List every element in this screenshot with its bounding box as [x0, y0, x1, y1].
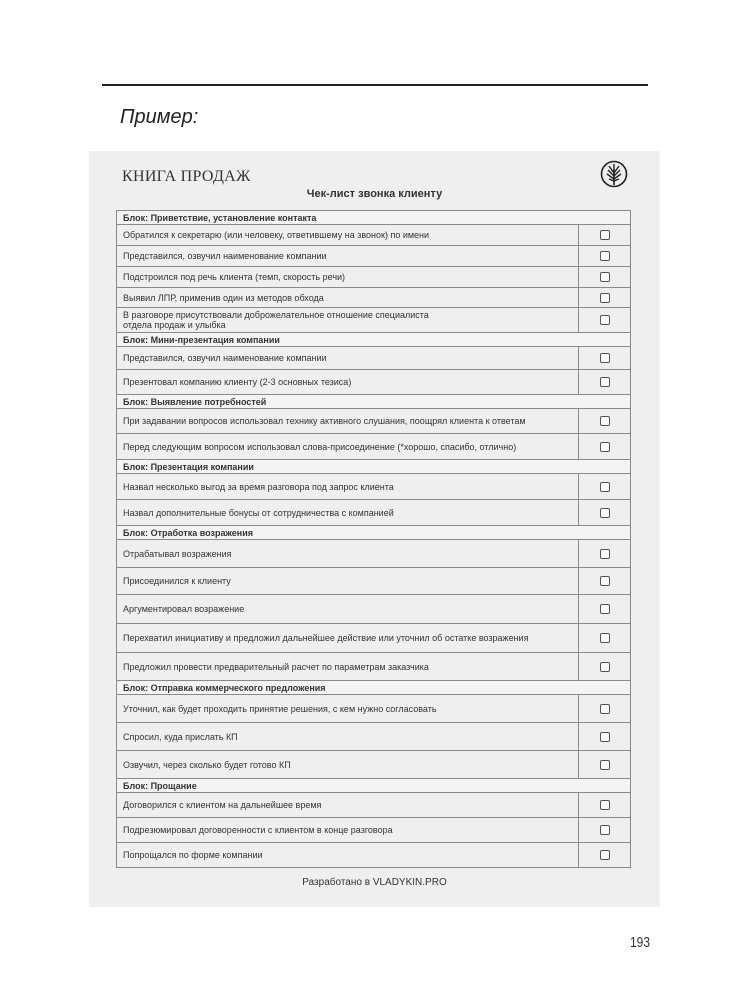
block-header-row: [117, 211, 631, 225]
checkbox-cell: [579, 409, 631, 434]
item-checkbox[interactable]: [600, 315, 610, 325]
item-checkbox[interactable]: [600, 230, 610, 240]
brand-title: КНИГА ПРОДАЖ: [122, 168, 251, 185]
checkbox-cell: [579, 225, 631, 246]
item-checkbox[interactable]: [600, 482, 610, 492]
item-checkbox[interactable]: [600, 604, 610, 614]
checklist-item-row: [117, 434, 631, 460]
item-checkbox[interactable]: [600, 353, 610, 363]
item-checkbox[interactable]: [600, 549, 610, 559]
checklist-item-text: Аргументировал возражение: [117, 595, 579, 624]
checkbox-cell: [579, 246, 631, 267]
checkbox-cell: [579, 723, 631, 751]
checklist-item-text: Попрощался по форме компании: [117, 843, 579, 868]
checklist-item-row: [117, 723, 631, 751]
checklist-item-row: [117, 409, 631, 434]
block-header-row: [117, 779, 631, 793]
checkbox-cell: [579, 695, 631, 723]
checklist-item-text: Отрабатывал возражения: [117, 540, 579, 568]
checklist-sheet: [89, 151, 660, 907]
checklist-item-row: [117, 474, 631, 500]
item-checkbox[interactable]: [600, 416, 610, 426]
item-checkbox[interactable]: [600, 800, 610, 810]
item-checkbox[interactable]: [600, 732, 610, 742]
checklist-item-text: Назвал дополнительные бонусы от сотрудничества с компанией: [117, 500, 579, 526]
checklist-item-text: Присоединился к клиенту: [117, 568, 579, 595]
checkbox-cell: [579, 500, 631, 526]
checklist-item-text: Подрезюмировал договоренности с клиентом в конце разговора: [117, 818, 579, 843]
item-checkbox[interactable]: [600, 850, 610, 860]
checkbox-cell: [579, 474, 631, 500]
checkbox-cell: [579, 818, 631, 843]
checklist-item-text: Перед следующим вопросом использовал слова-присоединение (*хорошо, спасибо, отлично): [117, 434, 579, 460]
block-title: Блок: Презентация компании: [117, 460, 631, 474]
checklist-item-row: [117, 818, 631, 843]
checklist-item-row: [117, 843, 631, 868]
item-checkbox[interactable]: [600, 508, 610, 518]
item-checkbox[interactable]: [600, 825, 610, 835]
checklist-item-text: Подстроился под речь клиента (темп, скорость речи): [117, 267, 579, 288]
checklist-item-text: Обратился к секретарю (или человеку, ответившему на звонок) по имени: [117, 225, 579, 246]
checkbox-cell: [579, 370, 631, 395]
checklist-item-row: [117, 751, 631, 779]
checkbox-cell: [579, 434, 631, 460]
block-title: Блок: Отправка коммерческого предложения: [117, 681, 631, 695]
checkbox-cell: [579, 843, 631, 868]
checklist-item-row: [117, 308, 631, 333]
top-divider: [102, 84, 648, 86]
checklist-item-text: Спросил, куда прислать КП: [117, 723, 579, 751]
page-number: 193: [630, 934, 651, 951]
checkbox-cell: [579, 308, 631, 333]
checklist-item-text: Выявил ЛПР, применив один из методов обхода: [117, 288, 579, 308]
item-checkbox[interactable]: [600, 760, 610, 770]
block-header-row: [117, 333, 631, 347]
checkbox-cell: [579, 624, 631, 653]
checklist-item-text: Предложил провести предварительный расчет по параметрам заказчика: [117, 653, 579, 681]
checklist-item-row: [117, 347, 631, 370]
item-checkbox[interactable]: [600, 662, 610, 672]
checklist-item-row: [117, 568, 631, 595]
checklist-item-row: [117, 595, 631, 624]
checklist-item-row: [117, 540, 631, 568]
item-checkbox[interactable]: [600, 251, 610, 261]
checklist-item-row: [117, 288, 631, 308]
checklist-title: Чек-лист звонка клиенту: [306, 188, 443, 200]
checklist-table: [116, 210, 631, 868]
block-title: Блок: Выявление потребностей: [117, 395, 631, 409]
checklist-item-text: Договорился с клиентом на дальнейшее время: [117, 793, 579, 818]
checkbox-cell: [579, 595, 631, 624]
checklist-item-text: Уточнил, как будет проходить принятие решения, с кем нужно согласовать: [117, 695, 579, 723]
item-checkbox[interactable]: [600, 377, 610, 387]
block-header-row: [117, 681, 631, 695]
block-title: Блок: Отработка возражения: [117, 526, 631, 540]
checkbox-cell: [579, 793, 631, 818]
checklist-item-row: [117, 653, 631, 681]
checklist-item-row: [117, 225, 631, 246]
checkbox-cell: [579, 751, 631, 779]
checklist-item-text: Перехватил инициативу и предложил дальнейшее действие или уточнил об остатке возражения: [117, 624, 579, 653]
checklist-item-row: [117, 500, 631, 526]
checklist-item-text: Представился, озвучил наименование компании: [117, 246, 579, 267]
checklist-item-row: [117, 793, 631, 818]
block-title: Блок: Мини-презентация компании: [117, 333, 631, 347]
item-checkbox[interactable]: [600, 272, 610, 282]
block-header-row: [117, 526, 631, 540]
checklist-item-row: [117, 370, 631, 395]
checkbox-cell: [579, 347, 631, 370]
block-title: Блок: Прощание: [117, 779, 631, 793]
item-checkbox[interactable]: [600, 633, 610, 643]
item-checkbox[interactable]: [600, 442, 610, 452]
checklist-item-text: Презентовал компанию клиенту (2-3 основных тезиса): [117, 370, 579, 395]
checklist-item-row: [117, 267, 631, 288]
checklist-item-row: [117, 695, 631, 723]
checklist-item-text: Озвучил, через сколько будет готово КП: [117, 751, 579, 779]
checkbox-cell: [579, 540, 631, 568]
checkbox-cell: [579, 288, 631, 308]
checklist-item-row: [117, 624, 631, 653]
block-header-row: [117, 395, 631, 409]
block-title: Блок: Приветствие, установление контакта: [117, 211, 631, 225]
tree-emblem-icon: [600, 160, 628, 188]
checklist-item-text: Назвал несколько выгод за время разговора под запрос клиента: [117, 474, 579, 500]
checkbox-cell: [579, 267, 631, 288]
checklist-item-text: При задавании вопросов использовал технику активного слушания, поощрял клиента к ответам: [117, 409, 579, 434]
checkbox-cell: [579, 568, 631, 595]
checklist-item-text: В разговоре присутствовали доброжелательное отношение специалиста отдела продаж и улыбка: [117, 308, 579, 333]
checkbox-cell: [579, 653, 631, 681]
developer-credit: Разработано в VLADYKIN.PRO: [302, 877, 447, 888]
checklist-item-row: [117, 246, 631, 267]
item-checkbox[interactable]: [600, 704, 610, 714]
example-heading: Пример:: [120, 106, 199, 128]
item-checkbox[interactable]: [600, 576, 610, 586]
checklist-item-text: Представился, озвучил наименование компании: [117, 347, 579, 370]
item-checkbox[interactable]: [600, 293, 610, 303]
block-header-row: [117, 460, 631, 474]
